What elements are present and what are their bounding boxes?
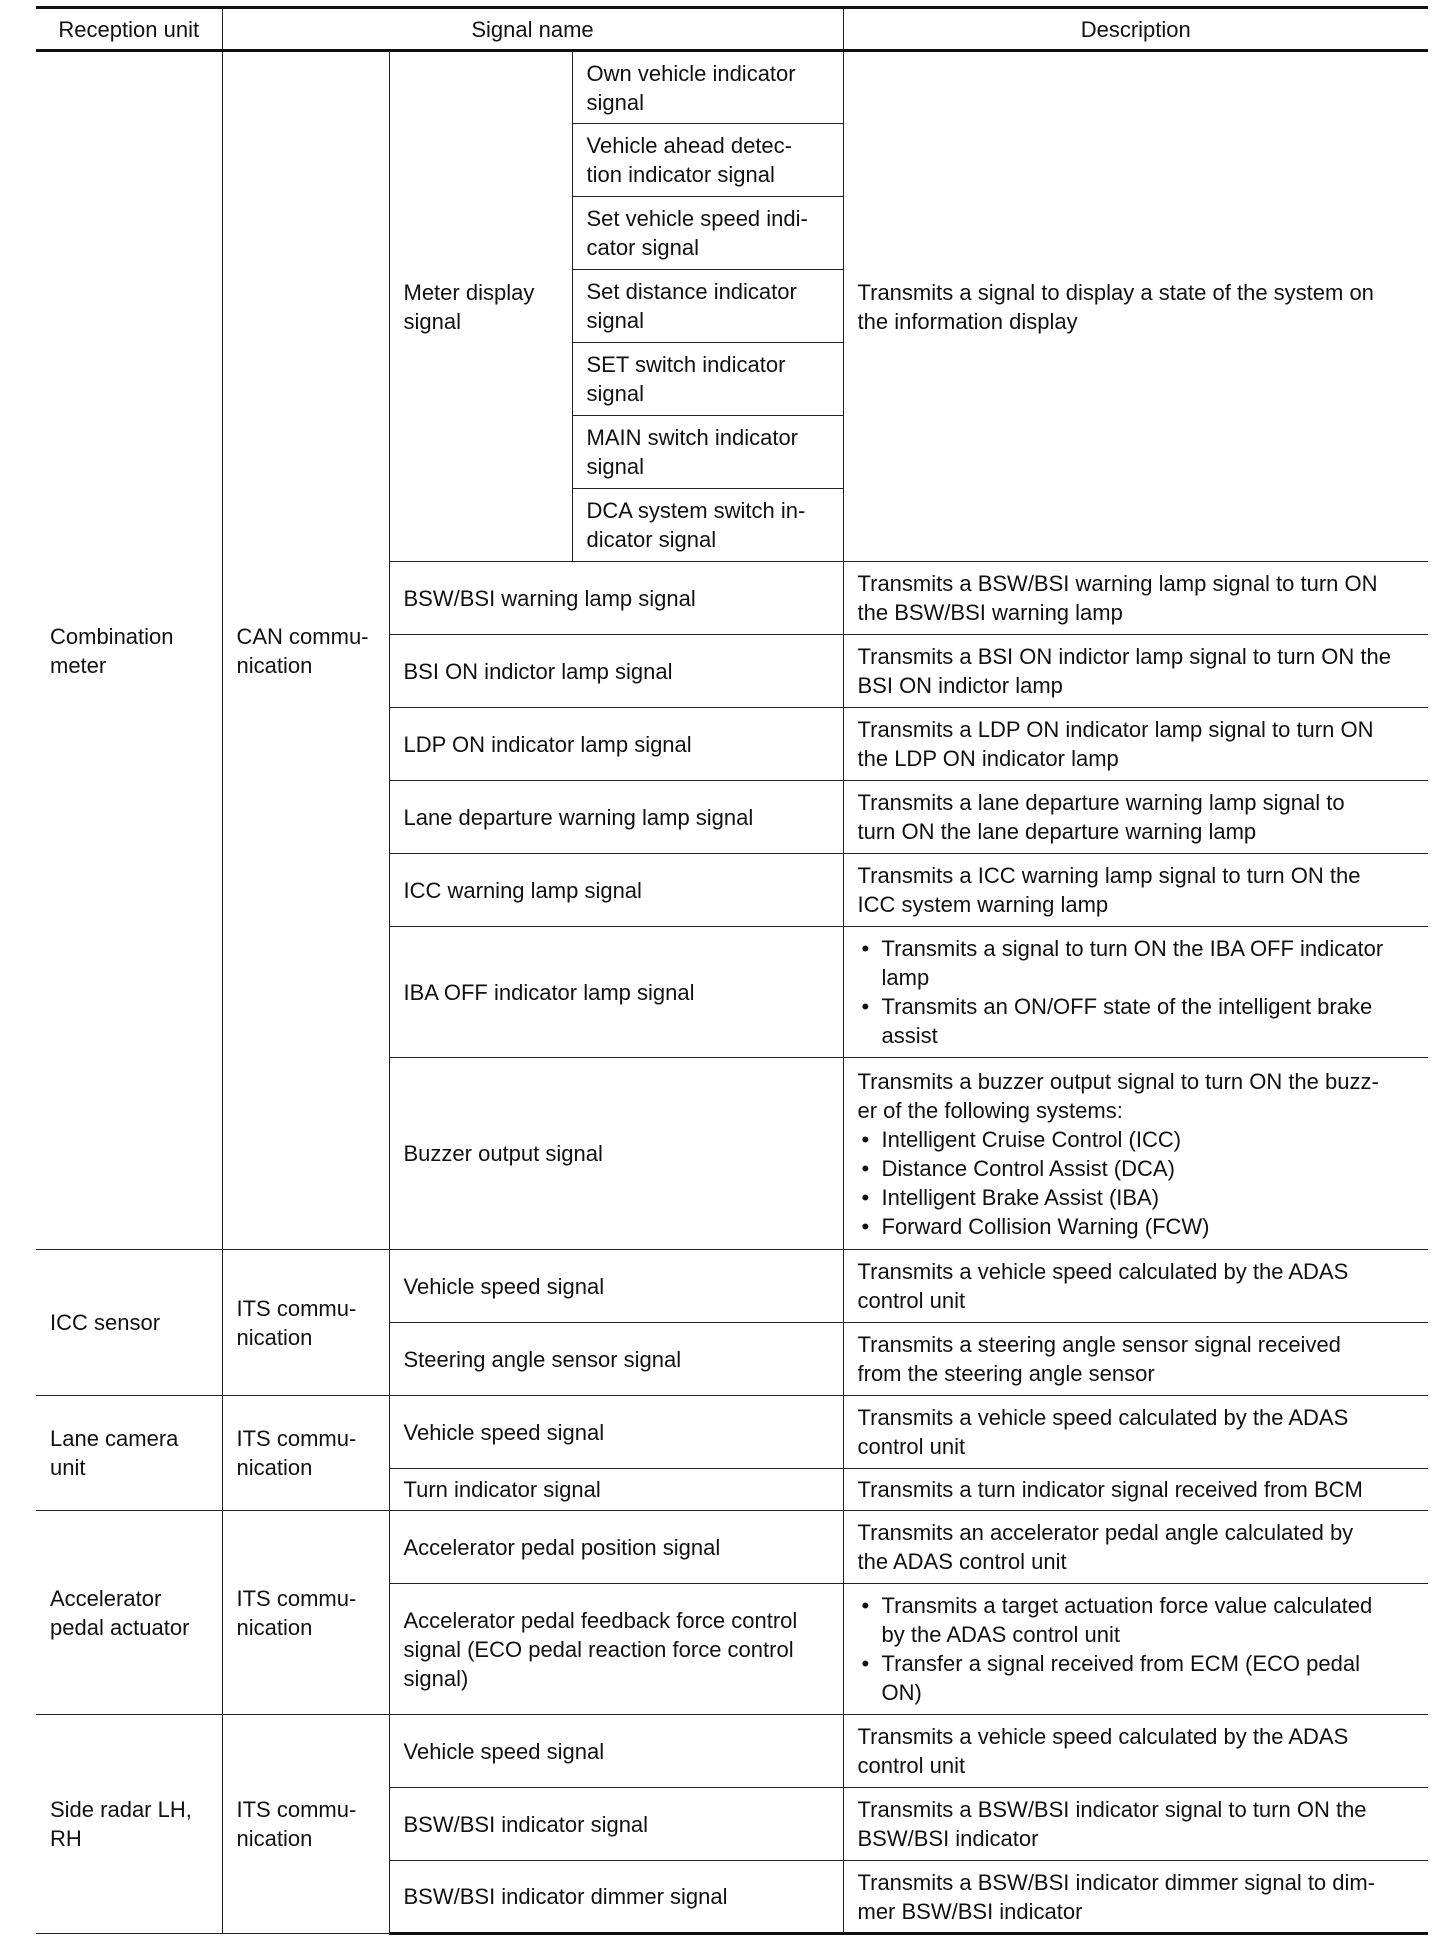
description-cell (843, 1058, 1428, 1250)
description-cell: Transmits a vehicle speed calculated by the ADAS control unit (843, 1396, 1428, 1469)
signal-cell: Turn indicator signal (389, 1469, 843, 1511)
description-cell: Transmits a BSW/BSI warning lamp signal to turn ON the BSW/BSI warning lamp (843, 562, 1428, 635)
signal-cell: BSW/BSI warning lamp signal (389, 562, 843, 635)
description-cell: Transmits a lane departure warning lamp signal to turn ON the lane departure warning lamp (843, 781, 1428, 854)
description-cell (843, 927, 1428, 1058)
signal-table (36, 6, 1428, 1935)
signal-cell: LDP ON indicator lamp signal (389, 708, 843, 781)
description-cell: Transmits a BSW/BSI indicator dimmer signal to dim- mer BSW/BSI indicator (843, 1861, 1428, 1934)
reception-unit-cell: Side radar LH, RH (36, 1715, 222, 1934)
reception-unit-cell: Lane camera unit (36, 1396, 222, 1511)
signal-cell: Lane departure warning lamp signal (389, 781, 843, 854)
list-item: • Forward Collision Warning (FCW) (858, 1212, 1415, 1241)
description-cell: Transmits a BSI ON indictor lamp signal to turn ON the BSI ON indictor lamp (843, 635, 1428, 708)
header-row (36, 8, 1428, 51)
table-row (36, 1396, 1428, 1469)
signal-cell: Accelerator pedal position signal (389, 1511, 843, 1584)
description-intro: Transmits a buzzer output signal to turn ON the buzz- er of the following systems: (857, 1068, 1379, 1123)
sub-signal-cell: Set vehicle speed indi- cator signal (572, 197, 843, 270)
signal-cell: Steering angle sensor signal (389, 1323, 843, 1396)
description-cell: Transmits a steering angle sensor signal received from the steering angle sensor (843, 1323, 1428, 1396)
description-cell (843, 1584, 1428, 1715)
signal-cell: Vehicle speed signal (389, 1715, 843, 1788)
list-item: • Distance Control Assist (DCA) (858, 1154, 1415, 1183)
description-cell: Transmits a signal to display a state of the system on the information display (843, 51, 1428, 562)
sub-signal-cell: Vehicle ahead detec- tion indicator signal (572, 124, 843, 197)
list-item: • Transmits an ON/OFF state of the intelligent brake assist (858, 992, 1415, 1050)
bullet-list (858, 1125, 1415, 1241)
table-row (36, 1250, 1428, 1323)
list-item: • Transfer a signal received from ECM (ECO pedal ON) (858, 1649, 1415, 1707)
table-row (36, 1511, 1428, 1584)
description-cell: Transmits a vehicle speed calculated by the ADAS control unit (843, 1250, 1428, 1323)
bullet-list (858, 1591, 1415, 1707)
communication-cell: ITS commu- nication (222, 1250, 389, 1396)
header-signal-name: Signal name (222, 8, 843, 51)
sub-signal-cell: Set distance indicator signal (572, 270, 843, 343)
description-cell: Transmits a vehicle speed calculated by the ADAS control unit (843, 1715, 1428, 1788)
header-reception-unit: Reception unit (36, 8, 222, 51)
bullet-list (858, 934, 1415, 1050)
signal-cell: BSI ON indictor lamp signal (389, 635, 843, 708)
header-description: Description (843, 8, 1428, 51)
list-item: • Transmits a target actuation force value calculated by the ADAS control unit (858, 1591, 1415, 1649)
list-item: • Transmits a signal to turn ON the IBA OFF indicator lamp (858, 934, 1415, 992)
communication-cell: ITS commu- nication (222, 1511, 389, 1715)
sub-signal-cell: MAIN switch indicator signal (572, 416, 843, 489)
signal-cell: BSW/BSI indicator dimmer signal (389, 1861, 843, 1934)
sub-signal-cell: SET switch indicator signal (572, 343, 843, 416)
communication-cell: ITS commu- nication (222, 1396, 389, 1511)
signal-cell: BSW/BSI indicator signal (389, 1788, 843, 1861)
table-row (36, 51, 1428, 124)
table-row (36, 1715, 1428, 1788)
description-cell: Transmits a BSW/BSI indicator signal to turn ON the BSW/BSI indicator (843, 1788, 1428, 1861)
description-cell: Transmits a ICC warning lamp signal to turn ON the ICC system warning lamp (843, 854, 1428, 927)
signal-cell: ICC warning lamp signal (389, 854, 843, 927)
sub-signal-cell: DCA system switch in- dicator signal (572, 489, 843, 562)
signal-cell: Vehicle speed signal (389, 1250, 843, 1323)
reception-unit-cell: Accelerator pedal actuator (36, 1511, 222, 1715)
list-item: • Intelligent Brake Assist (IBA) (858, 1183, 1415, 1212)
communication-cell: CAN commu- nication (222, 51, 389, 1250)
signal-cell: Buzzer output signal (389, 1058, 843, 1250)
signal-cell: Vehicle speed signal (389, 1396, 843, 1469)
description-cell: Transmits a turn indicator signal received from BCM (843, 1469, 1428, 1511)
reception-unit-cell: ICC sensor (36, 1250, 222, 1396)
reception-unit-cell: Combination meter (36, 51, 222, 1250)
description-cell: Transmits an accelerator pedal angle calculated by the ADAS control unit (843, 1511, 1428, 1584)
list-item: • Intelligent Cruise Control (ICC) (858, 1125, 1415, 1154)
description-cell: Transmits a LDP ON indicator lamp signal to turn ON the LDP ON indicator lamp (843, 708, 1428, 781)
communication-cell: ITS commu- nication (222, 1715, 389, 1934)
sub-signal-cell: Own vehicle indicator signal (572, 51, 843, 124)
signal-cell: Accelerator pedal feedback force control signal (ECO pedal reaction force control signal) (389, 1584, 843, 1715)
signal-group-cell: Meter display signal (389, 51, 572, 562)
signal-cell: IBA OFF indicator lamp signal (389, 927, 843, 1058)
